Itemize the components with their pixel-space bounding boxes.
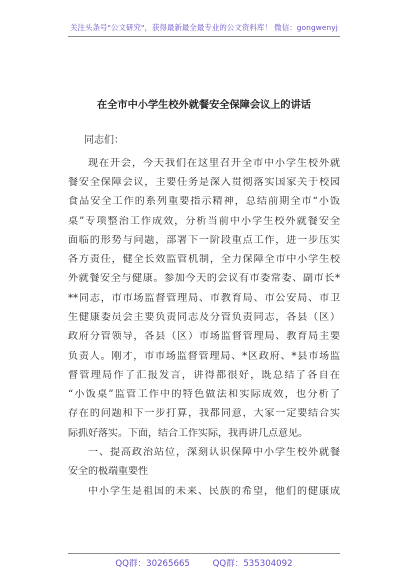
body-line: 外就餐安全与健康。参加今天的会议有市委常委、副市长*: [68, 273, 340, 284]
body-line: 存在的问题和下一步打算，我都同意，大家一定要结合实: [68, 408, 340, 419]
body-line: “小饭桌”监管工作中的特色做法和实际成效，也分析了: [68, 389, 340, 400]
body-line: 督管理局作了汇报发言，讲得都很好，既总结了各自在: [68, 370, 340, 381]
qq-group-2: QQ群：535304092: [212, 559, 293, 569]
body-line: 食品安全工作的系列重要指示精神，总结前期全市“小饭: [68, 196, 340, 207]
footer-contact: [0, 557, 408, 569]
document-title: 在全市中小学生校外就餐安全保障会议上的讲话: [97, 99, 311, 111]
header-divider: [68, 36, 340, 37]
section-heading: 一、提高政治站位，深刻认识保障中小学生校外就餐: [88, 447, 340, 458]
body-line: 各方责任，健全长效监管机制，全力保障全市中小学生校: [68, 254, 340, 265]
body-line: 餐安全保障会议，主要任务是深入贯彻落实国家关于校园: [68, 177, 340, 188]
body-line: 际抓好落实。下面，结合工作实际，我再讲几点意见。: [68, 428, 308, 439]
body-line: 桌”专项整治工作成效，分析当前中小学生校外就餐安全: [68, 216, 340, 227]
header-note: 关注头条号"公文研究"，获得最新最全最专业的公文资料库！ 微信：gongwenyj: [70, 23, 338, 32]
section-heading: 安全的极端重要性: [68, 466, 148, 477]
body-line: 中小学生是祖国的未来、民族的希望，他们的健康成: [88, 486, 340, 497]
qq-group-1: QQ群：30265665: [115, 559, 190, 569]
body-line: 政府分管领导，各县（区）市场监督管理局、教育局主要: [68, 331, 340, 342]
salutation: 同志们：: [84, 135, 124, 146]
body-line: 负责人。刚才，市市场监督管理局、*区政府、*县市场监: [68, 351, 340, 362]
body-line: 现在开会，今天我们在这里召开全市中小学生校外就: [88, 158, 340, 169]
body-line: 生健康委员会主要负责同志及分管负责同志，各县（区）: [68, 312, 340, 323]
footer-divider: [68, 553, 340, 554]
body-line: **同志，市市场监督管理局、市教育局、市公安局、市卫: [68, 293, 340, 304]
body-line: 面临的形势与问题，部署下一阶段重点工作，进一步压实: [68, 235, 340, 246]
